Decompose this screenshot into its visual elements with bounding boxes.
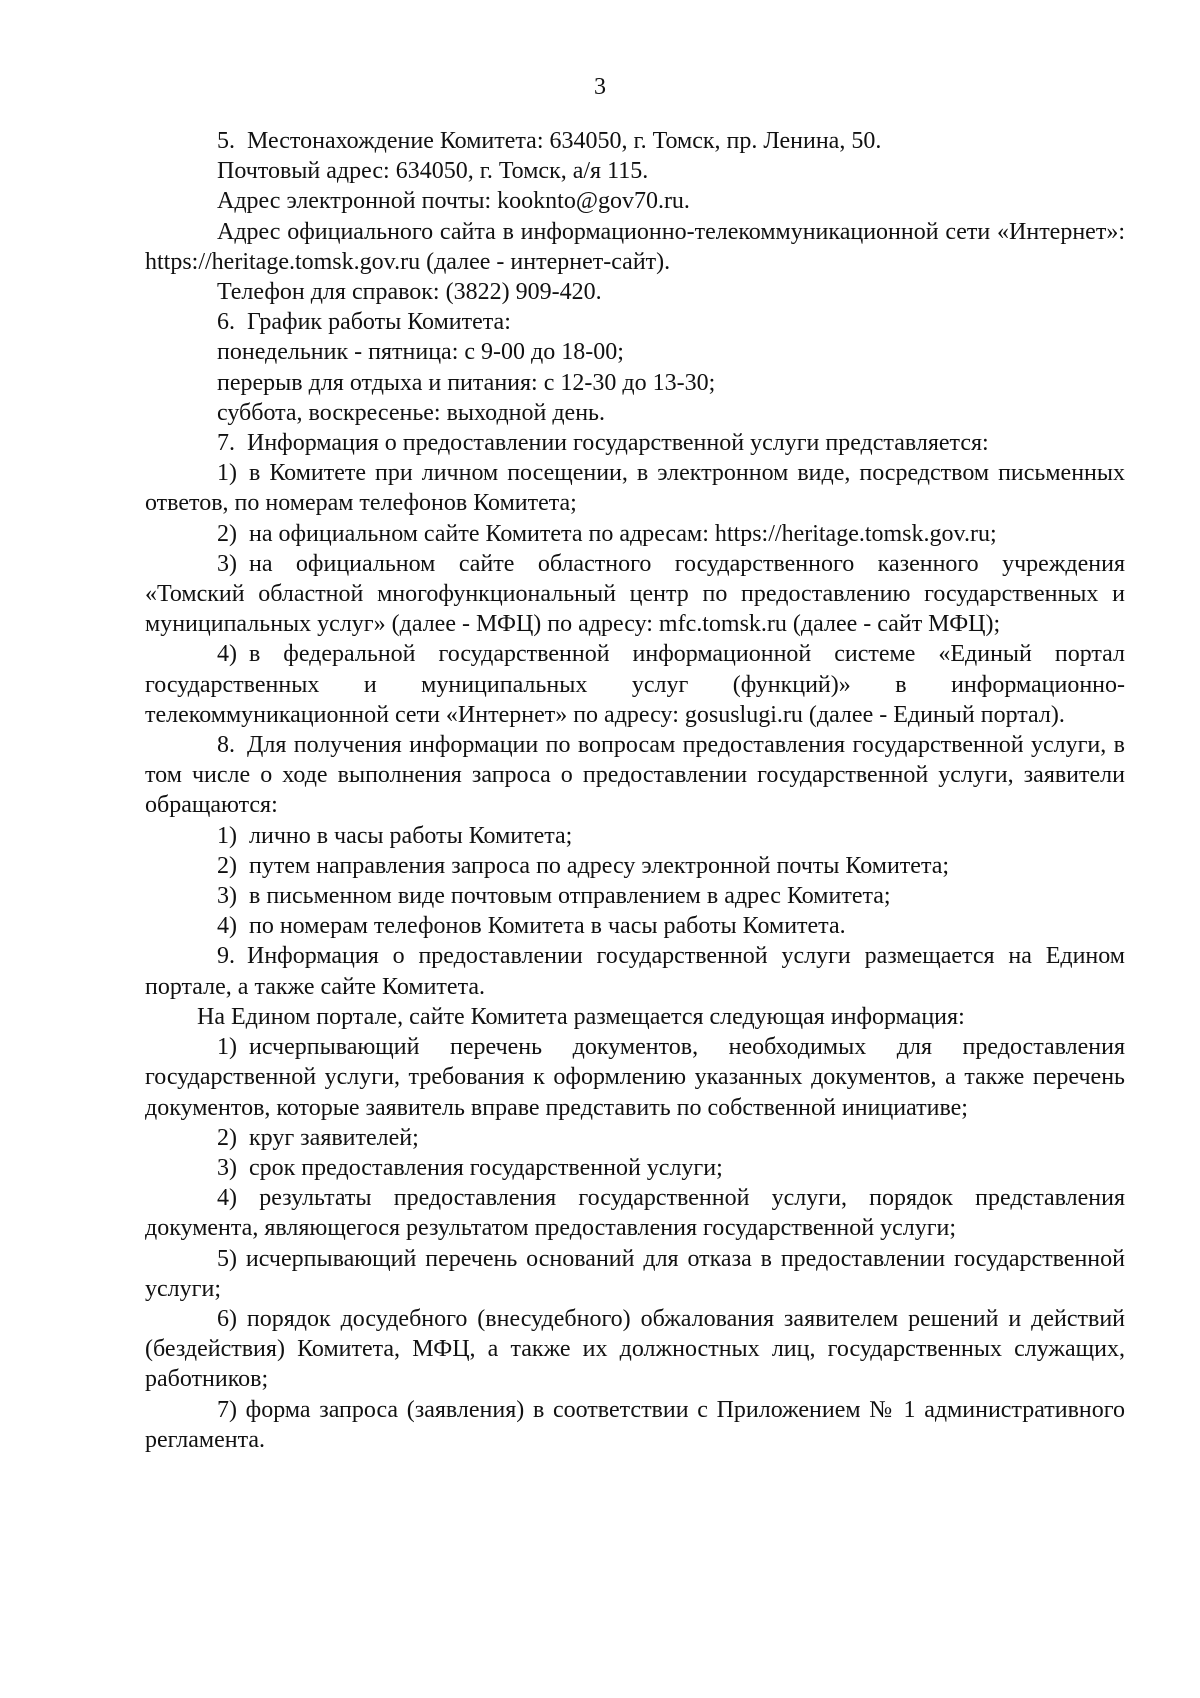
paragraph-portal-item-1: 1) исчерпывающий перечень документов, необходимых для предоставления государственной услуги, требования к оформлению указанных документов, а также перечень документов, которые заявитель вправе представить по собственной инициативе; [145,1034,1125,1121]
paragraph-portal-item-3: 3) срок предоставления государственной услуги; [217,1154,723,1181]
page-number: 3 [594,74,606,100]
paragraph-info-heading: 7. Информация о предоставлении государственной услуги представляется: [217,430,989,457]
paragraph-portal-info: 9. Информация о предоставлении государственной услуги размещается на Едином портале, а также сайте Комитета. [145,943,1125,1000]
paragraph-schedule-heading: 6. График работы Комитета: [217,309,511,336]
paragraph-website: Адрес официального сайта в информационно-телекоммуникационной сети «Интернет»: https://heritage.tomsk.gov.ru (далее - интернет-сайт). [145,218,1125,275]
paragraph-info-item-4: 4) в федеральной государственной информационной системе «Единый портал государственных и муниципальных услуг (функций)» в информационно-телекоммуникационной сети «Интернет» по адресу: gosuslugi.ru (далее - Единый портал). [145,641,1125,728]
paragraph-info-item-2: 2) на официальном сайте Комитета по адресам: https://heritage.tomsk.gov.ru; [217,520,997,547]
paragraph-portal-item-5: 5) исчерпывающий перечень оснований для отказа в предоставлении государственной услуги; [145,1245,1125,1302]
paragraph-portal-item-6: 6) порядок досудебного (внесудебного) обжалования заявителем решений и действий (бездействия) Комитета, МФЦ, а также их должностных лиц, государственных служащих, работников; [145,1305,1125,1393]
paragraph-schedule-weekend: суббота, воскресенье: выходной день. [217,399,605,426]
document-body [145,126,1125,1455]
paragraph-inquiry-item-1: 1) лично в часы работы Комитета; [217,822,573,849]
paragraph-portal-item-7: 7) форма запроса (заявления) в соответствии с Приложением № 1 административного регламента. [145,1396,1125,1453]
paragraph-inquiry-item-3: 3) в письменном виде почтовым отправлением в адрес Комитета; [217,883,891,910]
paragraph-info-item-3: 3) на официальном сайте областного государственного казенного учреждения «Томский областной многофункциональный центр по предоставлению государственных и муниципальных услуг» (далее - МФЦ) по адресу: mfc.tomsk.ru (далее - сайт МФЦ); [145,550,1125,638]
paragraph-info-item-1: 1) в Комитете при личном посещении, в электронном виде, посредством письменных ответов, по номерам телефонов Комитета; [145,460,1125,517]
paragraph-postal-address: Почтовый адрес: 634050, г. Томск, а/я 115. [217,158,649,185]
paragraph-portal-item-4: 4) результаты предоставления государственной услуги, порядок представления документа, являющегося результатом предоставления государственной услуги; [145,1185,1125,1242]
paragraph-phone: Телефон для справок: (3822) 909-420. [217,279,602,306]
paragraph-location: 5. Местонахождение Комитета: 634050, г. Томск, пр. Ленина, 50. [217,128,882,154]
paragraph-portal-item-2: 2) круг заявителей; [217,1124,419,1151]
paragraph-inquiry-item-4: 4) по номерам телефонов Комитета в часы работы Комитета. [217,913,846,940]
paragraph-schedule-break: перерыв для отдыха и питания: с 12-30 до 13-30; [217,369,716,396]
paragraph-portal-list-heading: На Едином портале, сайте Комитета размещается следующая информация: [197,1003,965,1030]
paragraph-inquiry-heading: 8. Для получения информации по вопросам предоставления государственной услуги, в том числе о ходе выполнения запроса о предоставлении государственной услуги, заявители обращаются: [145,732,1125,819]
paragraph-inquiry-item-2: 2) путем направления запроса по адресу электронной почты Комитета; [217,852,950,879]
paragraph-schedule-weekdays: понедельник - пятница: с 9-00 до 18-00; [217,339,624,366]
paragraph-email: Адрес электронной почты: kooknto@gov70.ru. [217,188,690,215]
